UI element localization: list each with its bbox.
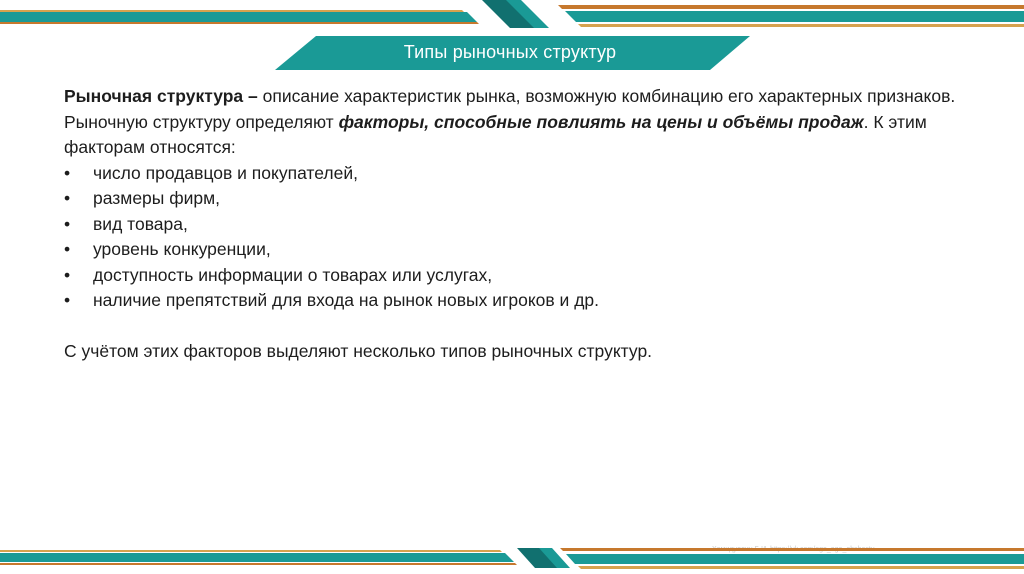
list-item	[64, 263, 964, 289]
bullet-icon: •	[64, 188, 71, 208]
list-item	[64, 212, 964, 238]
title-banner	[0, 0, 1024, 72]
bullet-icon: •	[64, 162, 71, 183]
bullet-icon: •	[64, 264, 71, 285]
conclusion-paragraph: С учётом этих факторов выделяют несколько типов рыночных структур.	[64, 340, 653, 361]
list-item	[64, 288, 964, 314]
spacer	[64, 314, 964, 339]
bullet-icon: •	[64, 239, 71, 259]
bottom-decorative-stripes	[0, 544, 1024, 574]
definition-text: описание характеристик рынка, возможную комбинацию его характерных признаков.	[257, 86, 956, 106]
slide-body	[64, 84, 964, 364]
factors-intro-paragraph	[64, 110, 964, 161]
definition-term: Рыночная структура –	[64, 86, 258, 106]
definition-paragraph	[64, 84, 964, 110]
factors-list	[64, 161, 964, 314]
bullet-icon: •	[64, 290, 71, 310]
list-item	[64, 161, 964, 187]
bullet-icon: •	[64, 213, 71, 234]
factor-text: доступность информации о товарах или услугах,	[93, 264, 493, 285]
factors-intro-before: Рыночную структуру определяют	[64, 111, 339, 132]
factor-text: вид товара,	[93, 213, 188, 234]
factor-text: уровень конкуренции,	[93, 239, 271, 259]
factor-text: число продавцов и покупателей,	[93, 162, 358, 183]
factors-intro-after: . К этим факторам относятся:	[64, 111, 927, 157]
factor-text: размеры фирм,	[93, 188, 221, 208]
slide-title: Типы рыночных структур	[403, 41, 617, 62]
factors-intro-emphasis: факторы, способные повлиять на цены и объёмы продаж	[338, 111, 864, 132]
list-item	[64, 237, 964, 263]
factor-text: наличие препятствий для входа на рынок новых игроков и др.	[93, 290, 600, 310]
list-item	[64, 186, 964, 212]
